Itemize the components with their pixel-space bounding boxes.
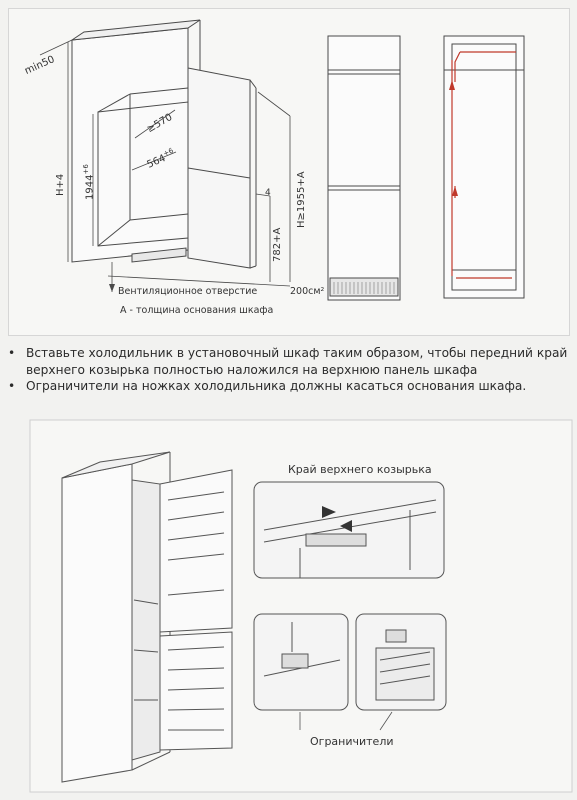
label-height-1944-sup: +6 [82,164,90,175]
detail-limiter-right [356,614,446,710]
callout-limiters: Ограничители [310,735,394,748]
instruction-item [4,345,574,378]
label-min50: min50 [23,54,57,77]
label-vent-area: 200см² [290,286,325,297]
detail-limiter-left [254,614,348,710]
instruction-item [4,378,574,395]
label-gap-4: 4 [265,188,271,198]
label-h-plus-4: H+4 [55,173,66,196]
bullet-marker: • [8,379,16,393]
instruction-text: Ограничители на ножках холодильника должны касаться основания шкафа. [26,379,527,393]
label-h-ge-1955-a: H≥1955+A [296,171,307,228]
bullet-marker: • [8,346,16,360]
label-height-1944 [82,164,95,200]
label-782-a: 782+A [272,227,283,262]
label-depth-564-sup: +6 [162,146,175,159]
fridge-front-view [328,36,400,300]
instruction-list [4,345,574,395]
label-vent-opening: Вентиляционное отверстие [118,286,258,297]
fridge-airflow-section [444,36,524,298]
fridge-in-cabinet-illustration [62,452,232,782]
callout-top-visor-edge: Край верхнего козырька [288,463,432,476]
label-a-note: А - толщина основания шкафа [120,305,274,316]
label-depth-570: ≥570 [145,111,175,136]
instruction-text: Вставьте холодильник в установочный шкаф таким образом, чтобы передний край верхнего козырька полностью наложился на верхнюю панель шкафа [26,346,568,377]
label-depth-564-value: 564 [145,152,168,171]
label-height-1944-value: 1944 [84,174,96,200]
dimension-arrow [109,284,115,292]
